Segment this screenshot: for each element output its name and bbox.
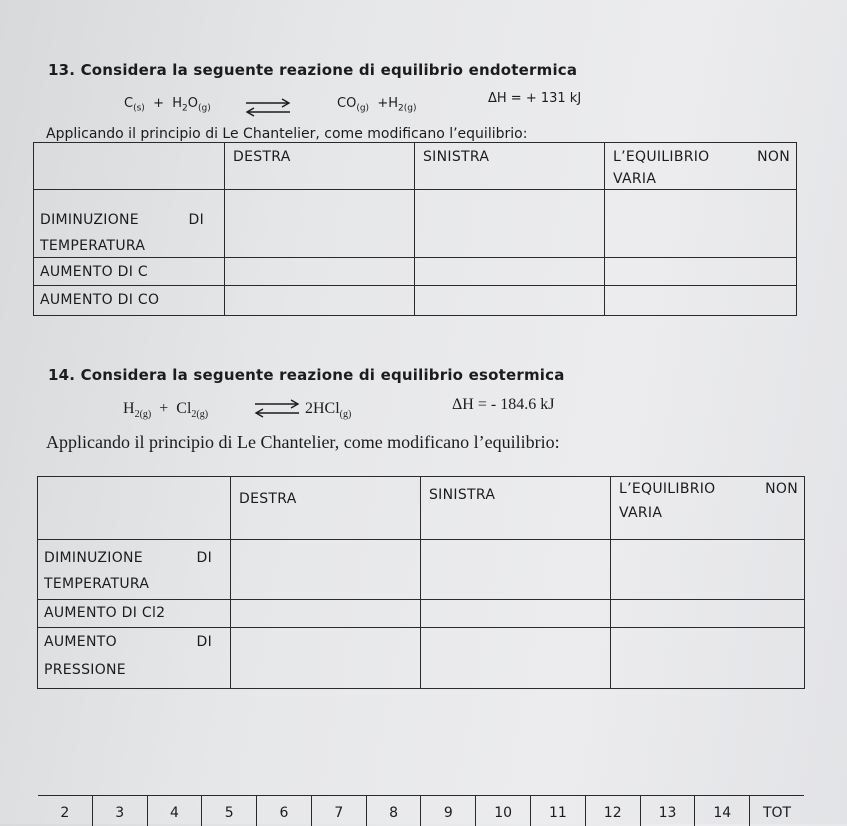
q14-header-non-varia — [611, 477, 804, 497]
q14-row3-b: DI — [196, 634, 212, 650]
q13-col-non-varia — [605, 143, 797, 190]
q14-reactant1: H — [123, 400, 135, 417]
q14-answer-cell[interactable] — [231, 628, 421, 689]
q13-header-non-b: NON — [757, 149, 790, 165]
q14-answer-cell[interactable] — [421, 600, 611, 628]
q14-row-pressione — [38, 628, 805, 689]
q14-answer-cell[interactable] — [231, 600, 421, 628]
q14-reactant2: Cl — [176, 400, 192, 417]
q13-label-temperatura — [34, 190, 225, 258]
q14-delta-h: ΔH = - 184.6 kJ — [452, 396, 555, 413]
q13-answer-cell[interactable] — [225, 258, 415, 286]
score-cell: 10 — [475, 796, 530, 826]
score-cell: 7 — [311, 796, 366, 826]
q13-row-temperatura — [34, 190, 797, 258]
q13-row1-b: DI — [188, 212, 204, 228]
q13-title: 13. Considera la seguente reazione di equilibrio endotermica — [48, 61, 578, 79]
score-cell: 3 — [92, 796, 147, 826]
q14-title: 14. Considera la seguente reazione di equilibrio esotermica — [48, 366, 565, 384]
score-cell: 2 — [60, 805, 70, 821]
score-cell: 8 — [366, 796, 421, 826]
q14-col-destra — [231, 477, 421, 540]
q14-header-non-a: L’EQUILIBRIO — [619, 481, 716, 497]
q14-product-formula: 2HCl — [305, 400, 340, 417]
q13-header-non-a: L’EQUILIBRIO — [613, 149, 710, 165]
q14-equilibrium-arrows-icon — [253, 397, 301, 419]
score-cell: 12 — [585, 796, 640, 826]
q13-reactant2: H — [172, 96, 183, 111]
q14-answer-cell[interactable] — [421, 628, 611, 689]
q14-product-sub: (g) — [339, 409, 352, 421]
q14-corner-cell — [38, 477, 231, 540]
q13-plus1: + — [153, 96, 164, 111]
score-strip — [38, 795, 804, 826]
q13-answer-cell[interactable] — [605, 190, 797, 258]
q14-col-non-varia — [611, 477, 805, 540]
score-cell: 6 — [256, 796, 311, 826]
q14-reactant1-sub: 2(g) — [134, 409, 152, 421]
score-cell: 14 — [694, 796, 749, 826]
q13-delta-h: ΔH = + 131 kJ — [488, 91, 582, 106]
q14-header-non-c: VARIA — [619, 505, 663, 521]
q14-answer-cell[interactable] — [421, 540, 611, 600]
q13-product2: +H — [377, 96, 398, 111]
q13-col-destra — [225, 143, 415, 190]
q13-reactant1: C — [124, 96, 134, 111]
score-cell: 13 — [640, 796, 695, 826]
q14-equation — [123, 400, 208, 420]
q13-answer-cell[interactable] — [415, 286, 605, 316]
q13-reactant2-state: (g) — [197, 103, 211, 114]
q14-plus1: + — [159, 400, 169, 417]
q14-label-pressione — [38, 628, 231, 689]
q13-answer-cell[interactable] — [605, 258, 797, 286]
q13-row1-c: TEMPERATURA — [40, 238, 146, 254]
q14-row3-c: PRESSIONE — [44, 662, 126, 678]
score-cell-total: TOT — [749, 796, 804, 826]
score-cell: 11 — [530, 796, 585, 826]
q14-table — [37, 476, 805, 689]
q14-header-destra: DESTRA — [239, 491, 297, 507]
q14-row1-a: DIMINUZIONE — [44, 550, 143, 566]
q13-answer-cell[interactable] — [415, 190, 605, 258]
score-cell: 9 — [420, 796, 475, 826]
q13-row-aumento-c — [34, 258, 797, 286]
score-cell: 5 — [201, 796, 256, 826]
q13-reactant2-b: O — [187, 96, 198, 111]
q14-answer-cell[interactable] — [611, 540, 805, 600]
q13-col-sinistra — [415, 143, 605, 190]
q14-row-temperatura — [38, 540, 805, 600]
q13-answer-cell[interactable] — [225, 190, 415, 258]
score-cell: 4 — [147, 796, 202, 826]
q13-header-sinistra: SINISTRA — [423, 149, 490, 165]
q13-answer-cell[interactable] — [225, 286, 415, 316]
q13-header-destra: DESTRA — [233, 149, 291, 165]
q13-header-non-c: VARIA — [613, 171, 657, 187]
q13-header-non-varia — [605, 143, 796, 165]
q14-answer-cell[interactable] — [611, 628, 805, 689]
q14-col-sinistra — [421, 477, 611, 540]
q13-reactant2-sub: 2 — [182, 103, 188, 114]
q14-label-temperatura — [38, 540, 231, 600]
q13-instruction: Applicando il principio di Le Chantelier, come modificano l’equilibrio: — [46, 126, 528, 142]
q13-row3: AUMENTO DI CO — [40, 292, 160, 308]
q14-answer-cell[interactable] — [231, 540, 421, 600]
q14-header-non-b: NON — [765, 481, 798, 497]
q13-row2: AUMENTO DI C — [40, 264, 148, 280]
q13-row1-a: DIMINUZIONE — [40, 212, 139, 228]
q13-product1: CO — [337, 96, 357, 111]
q13-product2-sub: 2(g) — [398, 103, 417, 114]
q13-header-row — [34, 143, 797, 190]
q14-row1-b: DI — [196, 550, 212, 566]
q13-equilibrium-arrows-icon — [244, 96, 292, 118]
q14-header-row — [38, 477, 805, 540]
q13-reactant1-state: (s) — [133, 103, 145, 114]
q14-label-aumento-cl2 — [38, 600, 231, 628]
q14-reactant2-sub: 2(g) — [191, 409, 209, 421]
q13-label-aumento-co — [34, 286, 225, 316]
q14-product — [305, 400, 351, 420]
q14-row3-a: AUMENTO — [44, 634, 117, 650]
q14-row-aumento-cl2 — [38, 600, 805, 628]
q13-label-aumento-c — [34, 258, 225, 286]
q14-row1-c: TEMPERATURA — [44, 576, 150, 592]
q14-row2: AUMENTO DI Cl2 — [44, 605, 166, 621]
q13-row-aumento-co — [34, 286, 797, 316]
q14-answer-cell[interactable] — [611, 600, 805, 628]
q13-corner-cell — [34, 143, 225, 190]
q13-equation — [124, 96, 211, 114]
q13-answer-cell[interactable] — [605, 286, 797, 316]
q13-table — [33, 142, 797, 316]
q13-product1-state: (g) — [356, 103, 370, 114]
q13-products — [337, 96, 416, 114]
q14-instruction: Applicando il principio di Le Chantelier, come modificano l’equilibrio: — [46, 432, 560, 452]
q14-header-sinistra: SINISTRA — [429, 487, 496, 503]
q13-answer-cell[interactable] — [415, 258, 605, 286]
